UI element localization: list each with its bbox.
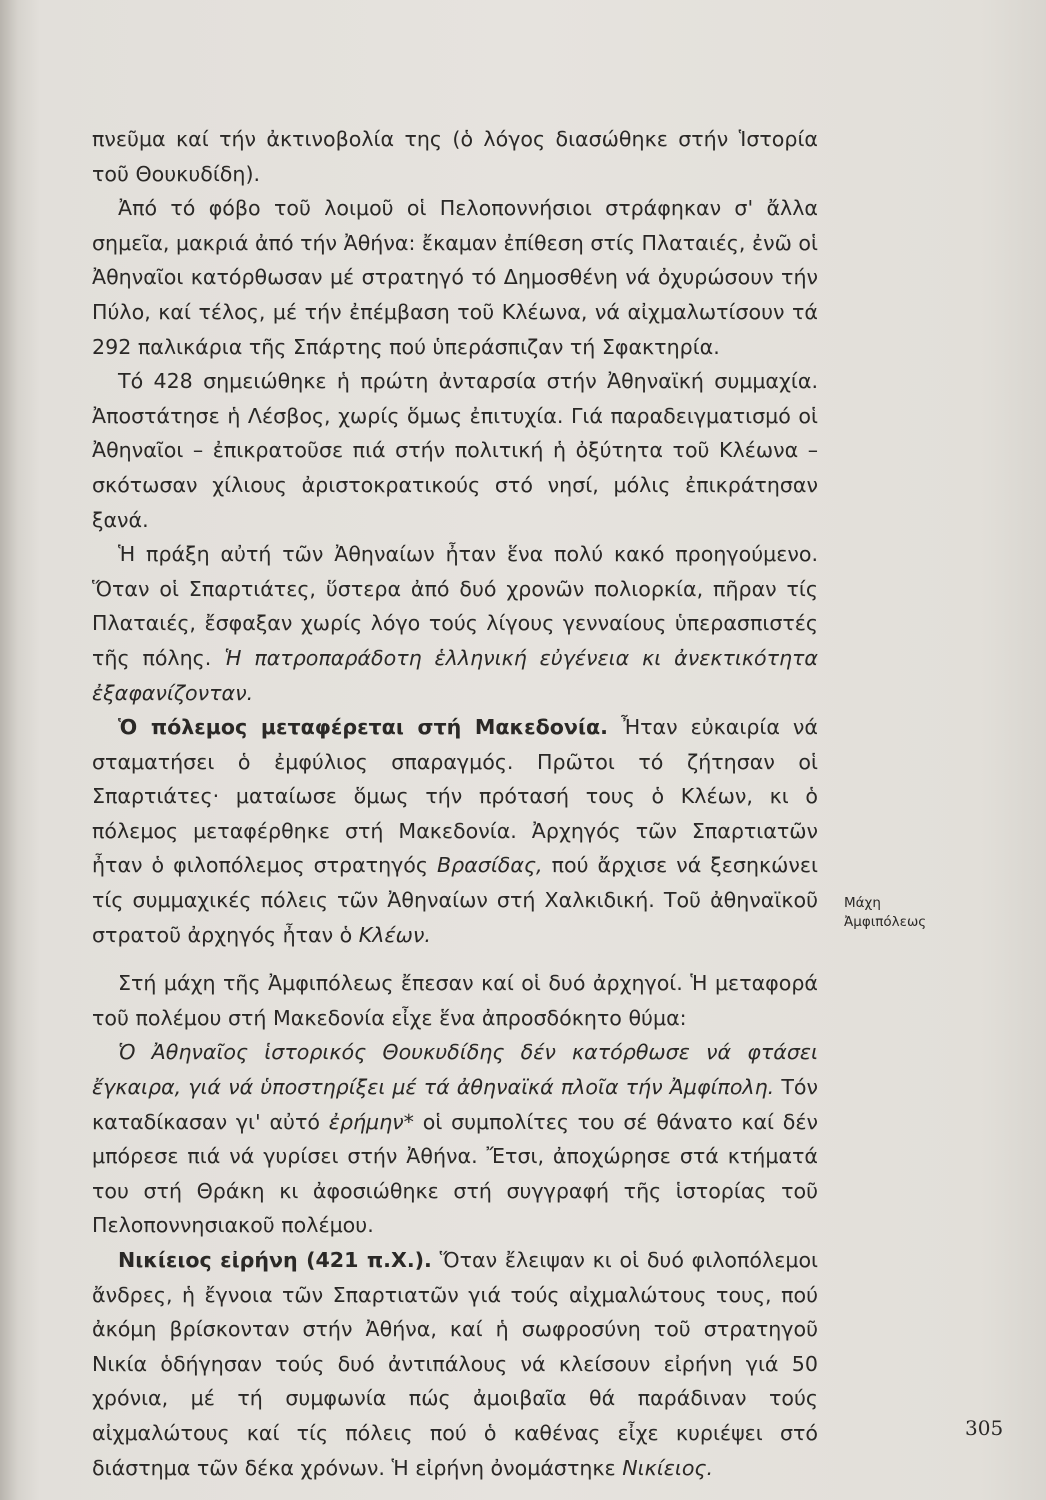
paragraph-5: Ὁ πόλεμος μεταφέρεται στή Μακεδονία. Ἦταν εὐκαιρία νά σταματήσει ὁ ἐμφύλιος σπαραγμός. Πρῶτοι τό ζήτησαν οἱ Σπαρτιάτες· ματαίωσε ὅμως τήν πρότασή τους ὁ Κλέων, κι ὁ πόλεμος μεταφέρθηκε στή Μακεδονία. Ἀρχηγός τῶν Σπαρτιατῶν ἦταν ὁ φιλοπόλεμος στρατηγός Βρασίδας, πού ἄρχισε νά ξεσηκώνει τίς συμμαχικές πόλεις τῶν Ἀθηναίων στή Χαλκιδική. Τοῦ ἀθηναϊκοῦ στρατοῦ ἀρχηγός ἦταν ὁ Κλέων. xyxy=(92,715,819,947)
margin-note: Μάχη Ἀμφιπόλεως xyxy=(844,895,927,930)
paragraph-7: Ὁ Ἀθηναῖος ἱστορικός Θουκυδίδης δέν κατόρθωσε νά φτάσει ἔγκαιρα, γιά νά ὑποστηρίξει μέ τά ἀθηναϊκά πλοῖα τήν Ἀμφίπολη. Τόν καταδίκασαν γι' αὐτό ἐρήμην* οἱ συμπολίτες του σέ θάνατο καί δέν μπόρεσε πιά νά γυρίσει στήν Ἀθήνα. Ἔτσι, ἀποχώρησε στά κτήματά του στή Θράκη κι ἀφοσιώθηκε στή συγγραφή τῆς ἱστορίας τοῦ Πελοποννησιακοῦ πολέμου. xyxy=(92,1040,819,1238)
italic-phrase: Ἡ πατροπαράδοτη ἑλληνική εὐγένεια κι ἀνεκτικότητα ἐξαφανίζονταν. xyxy=(92,645,818,705)
paragraph-2: Ἀπό τό φόβο τοῦ λοιμοῦ οἱ Πελοποννήσιοι στράφηκαν σ' ἄλλα σημεῖα, μακριά ἀπό τήν Ἀθήνα: ἔκαμαν ἐπίθεση στίς Πλαταιές, ἐνῶ οἱ Ἀθηναῖοι κατόρθωσαν μέ στρατηγό τό Δημοσθένη νά ὀχυρώσουν τήν Πύλο, καί τέλος, μέ τήν ἐπέμβαση τοῦ Κλέωνα, νά αἰχμαλωτίσουν τά 292 παλικάρια τῆς Σπάρτης πού ὑπεράσπιζαν τή Σφακτηρία. xyxy=(92,196,818,359)
paragraph-3: Τό 428 σημειώθηκε ἡ πρώτη ἀνταρσία στήν Ἀθηναϊκή συμμαχία. Ἀποστάτησε ἡ Λέσβος, χωρίς ὅμως ἐπιτυχία. Γιά παραδειγματισμό οἱ Ἀθηναῖοι – ἐπικρατοῦσε πιά στήν πολιτική ἡ ὀξύτητα τοῦ Κλέωνα – σκότωσαν χίλιους ἀριστοκρατικούς στό νησί, μόλις ἐπικράτησαν ξανά. xyxy=(92,369,818,532)
paragraph-1: πνεῦμα καί τήν ἀκτινοβολία της (ὁ λόγος διασώθηκε στήν Ἱστορία τοῦ Θουκυδίδη). xyxy=(92,127,818,186)
paragraph-4: Ἡ πράξη αὐτή τῶν Ἀθηναίων ἦταν ἕνα πολύ κακό προηγούμενο. Ὅταν οἱ Σπαρτιάτες, ὕστερα ἀπό δυό χρονῶν πολιορκία, πῆραν τίς Πλαταιές, ἔσφαξαν χωρίς λόγο τούς λίγους γενναίους ὑπερασπιστές τῆς πόλης. Ἡ πατροπαράδοτη ἑλληνική εὐγένεια κι ἀνεκτικότητα ἐξαφανίζονταν. xyxy=(92,542,818,705)
section-heading: Νικίειος εἰρήνη (421 π.Χ.). xyxy=(118,1248,432,1272)
paragraph-6: Στή μάχη τῆς Ἀμφιπόλεως ἔπεσαν καί οἱ δυό ἀρχηγοί. Ἡ μεταφορά τοῦ πολέμου στή Μακεδονία εἶχε ἕνα ἀπροσδόκητο θύμα: xyxy=(92,971,818,1030)
main-text xyxy=(92,122,818,1485)
section-heading: Ὁ πόλεμος μεταφέρεται στή Μακεδονία. xyxy=(118,715,608,740)
paragraph-8: Νικίειος εἰρήνη (421 π.Χ.). Ὅταν ἔλειψαν κι οἱ δυό φιλοπόλεμοι ἄνδρες, ἡ ἔγνοια τῶν Σπαρτιατῶν γιά τούς αἰχμαλώτους τους, πού ἀκόμη βρίσκονταν στήν Ἀθήνα, καί ἡ σωφροσύνη τοῦ στρατηγοῦ Νικία ὁδήγησαν τούς δυό ἀντιπάλους νά κλείσουν εἰρήνη γιά 50 χρόνια, μέ τή συμφωνία πώς ἀμοιβαῖα θά παράδιναν τούς αἰχμαλώτους καί τίς πόλεις πού ὁ καθένας εἶχε κυριέψει στό διάστημα τῶν δέκα χρόνων. Ἡ εἰρήνη ὀνομάστηκε Νικίειος. xyxy=(92,1248,819,1480)
page-number: 305 xyxy=(965,1416,1004,1440)
